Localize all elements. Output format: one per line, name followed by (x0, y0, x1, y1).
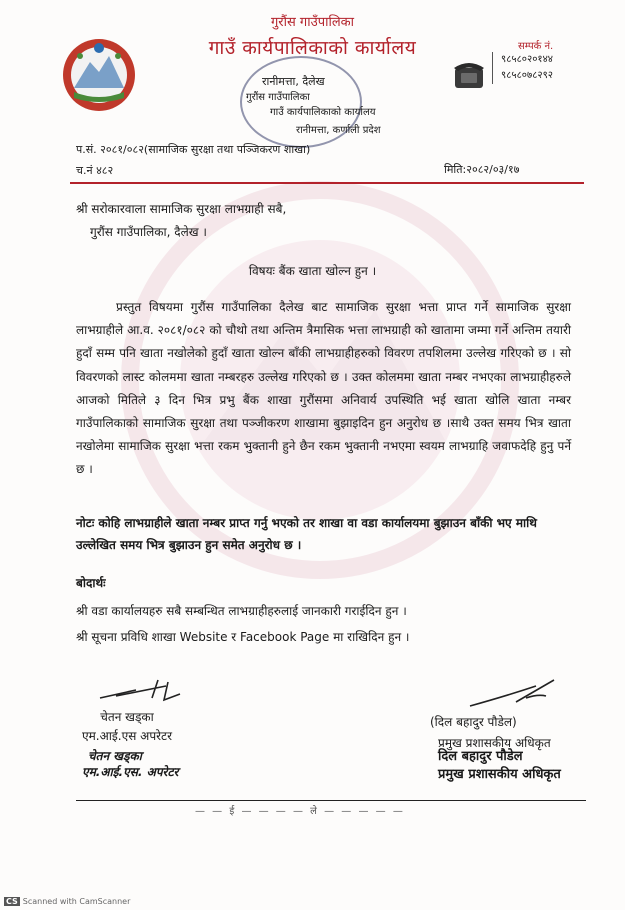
cc-label: बोदार्थः (76, 576, 106, 590)
signatory-name: चेतन खड्का (100, 710, 154, 724)
cc-item: श्री वडा कार्यालयहरु सबै सम्बन्धित लाभग्राहीहरुलाई जानकारी गराईदिन हुन । (76, 604, 407, 618)
signatory-left (82, 708, 172, 746)
stamp-line: रानीमत्ता, दैलेख (262, 75, 325, 88)
header-divider (70, 182, 584, 184)
phone-number: ९८५८०७८२९२ (501, 70, 553, 81)
municipality-name: गुरौंस गाउँपालिका (270, 15, 355, 30)
footer-marks: — — ई — — — — ले — — — — — (195, 806, 405, 817)
stamp-line: रानीमत्ता, कर्णाली प्रदेश (296, 125, 381, 136)
signatory-right (430, 712, 517, 732)
phone-number: ९८५८०२०१४४ (501, 54, 553, 65)
signatory-name: (दिल बहादुर पौडेल) (430, 715, 517, 729)
stamp-line: गाउँ कार्यपालिकाको कार्यालय (270, 107, 376, 118)
letter-date: मिति:२०८२/०३/१७ (444, 163, 520, 176)
stamp-name: दिल बहादुर पौडेल (438, 749, 523, 764)
name-stamp-right (438, 748, 561, 784)
stamp-title: प्रमुख प्रशासकीय अधिकृत (438, 767, 561, 782)
addressee-line: गुरौंस गाउँपालिका, दैलेख । (90, 225, 207, 239)
scanner-watermark (4, 897, 130, 906)
telephone-icon (452, 58, 486, 90)
phone-numbers (492, 52, 553, 84)
contact-label: सम्पर्क नं. (518, 41, 554, 52)
signature-right (466, 676, 562, 712)
reference-number: प.सं. २०८१/०८२(सामाजिक सुरक्षा तथा पञ्जिकरण शाखा) (76, 143, 311, 156)
cc-item: श्री सूचना प्रविधि शाखा Website र Facebook Page मा राखिदिन हुन । (76, 630, 410, 644)
stamp-name: चेतन खड्का (88, 749, 142, 763)
signatory-title: एम.आई.एस अपरेटर (82, 729, 173, 743)
scanner-text: Scanned with CamScanner (22, 897, 131, 906)
letter-body: प्रस्तुत विषयमा गुरौंस गाउँपालिका दैलेख बाट सामाजिक सुरक्षा भत्ता प्राप्त गर्ने सामाजिक सुरक्षा लाभग्राहीले आ.व. २०८१/०८२ को चौथो तथा अन्तिम त्रैमासिक भत्ता लाभग्राही को खातामा जम्मा गर्ने अन्तिम तयारी हुदाँ सम्म पनि खाता नखोलेको हुदाँ खाता खोल्न बाँकी लाभग्राहीहरुको विवरण तपशिलमा उल्लेख गरिएको छ । सो विवरणको लास्ट कोलममा खाता नम्बरहरु उल्लेख गरिएको छ । उक्त कोलममा खाता नम्बर नभएका लाभग्राहीहरुले आजको मितिले ३ दिन भित्र प्रभु बैंक शाखा गुरौंसमा अनिवार्य उपस्थिति भई खाता खोलि खाता नम्बर गाउँपालिकाको सामाजिक सुरक्षा तथा पञ्जीकरण शाखामा बुझाइदिन हुन अनुरोध छ ।साथै उक्त समय भित्र खाता नखोलेमा सामाजिक सुरक्षा भत्ता रकम भुक्तानी हुने छैन रकम भुक्तानी नभएमा स्वयम लाभग्राहि जवाफदेहि हुनु पर्ने छ । (76, 300, 571, 477)
footer-divider (76, 800, 586, 801)
signature-left (96, 676, 186, 704)
subject-line: विषयः बैंक खाता खोल्न हुन । (248, 264, 377, 278)
stamp-line: गुरौंस गाउँपालिका (246, 92, 310, 103)
name-stamp-left (82, 748, 178, 780)
office-name: गाउँ कार्यपालिकाको कार्यालय (208, 37, 417, 59)
signatory-title: प्रमुख प्रशासकीय अधिकृत (438, 736, 551, 750)
stamp-title: एम.आई.एस. अपरेटर (82, 765, 179, 779)
camscanner-icon: CS (6, 897, 18, 906)
addressee-line: श्री सरोकारवाला सामाजिक सुरक्षा लाभग्राही सबै, (76, 202, 287, 216)
note-paragraph: नोटः कोहि लाभग्राहीले खाता नम्बर प्राप्त गर्नु भएको तर शाखा वा वडा कार्यालयमा बुझाउन बाँकी भए माथि उल्लेखित समय भित्र बुझाउन हुन समेत अनुरोध छ । (76, 516, 537, 552)
dispatch-number: च.नं ४८२ (76, 164, 114, 177)
